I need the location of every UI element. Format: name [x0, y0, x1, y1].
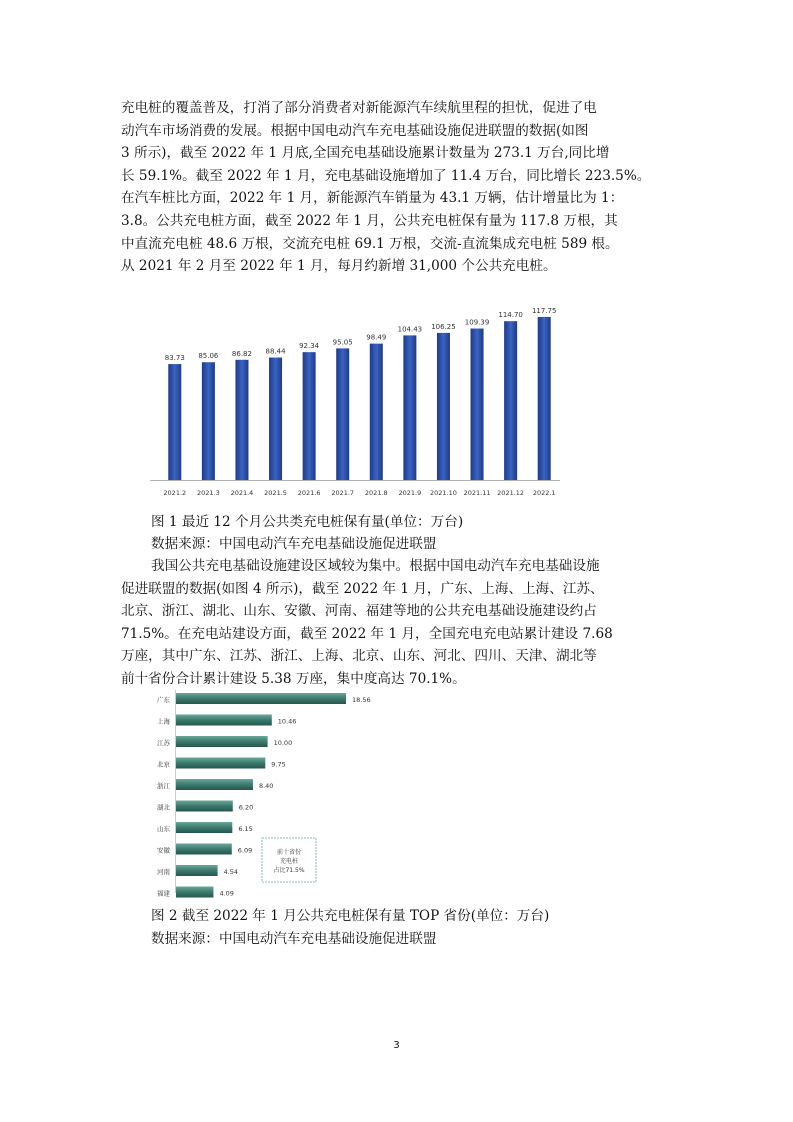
data-label: 92.34 — [299, 342, 320, 351]
figure-2-source: 数据来源：中国电动汽车充电基础设施促进联盟 — [151, 931, 437, 947]
text-line: 长 59.1%。截至 2022 年 1 月，充电基础设施增加了 11.4 万台，同比增长 223.5%。 — [121, 167, 651, 184]
text-line: 从 2021 年 2 月至 2022 年 1 月，每月约新增 31,000 个公共充电桩。 — [121, 258, 557, 275]
data-label: 88.44 — [265, 347, 286, 356]
figure-2-caption: 图 2 截至 2022 年 1 月公共充电桩保有量 TOP 省份(单位：万台) — [151, 908, 550, 924]
bar — [471, 329, 484, 480]
data-label: 6.15 — [238, 825, 253, 833]
tick-label: 2021.7 — [331, 489, 355, 497]
tick-label: 2021.4 — [230, 489, 254, 497]
data-label: 95.05 — [332, 338, 353, 347]
bar — [437, 333, 450, 480]
bar — [504, 321, 517, 480]
bar — [403, 335, 416, 480]
data-label: 4.09 — [219, 889, 234, 898]
tick-label: 2021.12 — [497, 489, 525, 497]
text-line: 动汽车市场消费的发展。根据中国电动汽车充电基础设施促进联盟的数据(如图 — [121, 122, 589, 139]
paragraph-2 — [121, 555, 681, 691]
tick-label: 2021.2 — [163, 489, 187, 497]
bar — [176, 715, 272, 726]
data-label: 106.25 — [431, 322, 456, 331]
note-line: 占比71.5% — [273, 867, 305, 874]
bar — [176, 822, 232, 833]
text-line: 71.5%。在充电站建设方面，截至 2022 年 1 月，全国充电充电站累计建设 7.68 — [121, 625, 613, 642]
bar — [176, 801, 233, 812]
paragraph-1 — [121, 97, 681, 278]
bar — [176, 779, 253, 790]
data-label: 114.70 — [498, 311, 523, 320]
text-line: 我国公共充电基础设施建设区域较为集中。根据中国电动汽车充电基础设施 — [151, 558, 600, 574]
data-label: 10.00 — [273, 739, 293, 747]
data-label: 104.43 — [397, 325, 423, 334]
tick-label: 上海 — [157, 717, 170, 726]
bar — [176, 693, 346, 704]
note-line: 充电桩 — [279, 858, 299, 865]
bar — [269, 358, 282, 480]
tick-label: 2021.10 — [430, 489, 457, 497]
bar — [176, 758, 265, 769]
text-line: 充电桩的覆盖普及，打消了部分消费者对新能源汽车续航里程的担忧，促进了电 — [121, 100, 597, 116]
tick-label: 2021.11 — [463, 489, 491, 497]
tick-label: 北京 — [157, 760, 170, 769]
tick-label: 2021.6 — [297, 489, 321, 497]
data-label: 9.75 — [271, 760, 286, 769]
bar — [370, 344, 383, 480]
data-label: 8.40 — [258, 782, 274, 790]
tick-label: 河南 — [157, 868, 170, 876]
tick-label: 山东 — [157, 825, 170, 833]
text-line: 在汽车桩比方面，2022 年 1 月，新能源汽车销量为 43.1 万辆，估计增量比为 1： — [121, 190, 624, 207]
text-line: 中直流充电桩 48.6 万根，交流充电桩 69.1 万根，交流-直流集成充电桩 589 根。 — [121, 235, 619, 252]
chart-public-chargers-monthly — [150, 290, 600, 505]
tick-label: 2021.9 — [398, 489, 422, 497]
chart-note-box — [262, 838, 316, 882]
bar — [235, 360, 248, 480]
text-line: 前十省份合计累计建设 5.38 万座，集中度高达 70.1%。 — [121, 670, 466, 687]
bar — [538, 317, 551, 480]
tick-label: 福建 — [157, 889, 170, 898]
bar — [176, 736, 268, 747]
data-label: 10.46 — [277, 717, 297, 726]
note-line: 前十省份 — [276, 849, 302, 856]
bar — [303, 352, 316, 480]
data-label: 98.49 — [366, 333, 387, 342]
page-number: 3 — [393, 1040, 400, 1051]
data-label: 18.56 — [352, 696, 371, 704]
bar — [202, 362, 215, 480]
data-label: 109.39 — [464, 318, 490, 327]
tick-label: 2021.3 — [197, 489, 220, 497]
figure-1-caption: 图 1 最近 12 个月公共类充电桩保有量(单位：万台) — [151, 514, 464, 530]
tick-label: 浙江 — [157, 782, 170, 790]
data-label: 6.20 — [238, 803, 254, 812]
figure-1-source: 数据来源：中国电动汽车充电基础设施促进联盟 — [151, 536, 437, 552]
bar — [168, 364, 181, 480]
tick-label: 2022.1 — [532, 489, 556, 497]
tick-label: 广东 — [157, 696, 170, 704]
tick-label: 江苏 — [157, 739, 170, 747]
text-line: 北京、浙江、湖北、山东、安徽、河南、福建等地的公共充电基础设施建设约占 — [121, 603, 597, 620]
data-label: 4.54 — [223, 868, 239, 876]
tick-label: 2021.5 — [264, 489, 287, 497]
tick-label: 2021.8 — [364, 489, 388, 497]
data-label: 86.82 — [231, 349, 252, 358]
bar — [176, 887, 213, 898]
text-line: 万座，其中广东、江苏、浙江、上海、北京、山东、河北、四川、天津、湖北等 — [121, 648, 597, 665]
data-label: 85.06 — [198, 352, 219, 361]
bar — [336, 348, 349, 480]
tick-label: 安徽 — [157, 846, 170, 855]
data-label: 6.09 — [237, 846, 253, 855]
text-line: 3 所示)，截至 2022 年 1 月底,全国充电基础设施累计数量为 273.1 万台,同比增 — [121, 145, 610, 162]
data-label: 83.73 — [164, 354, 185, 363]
chart-province-chargers — [140, 688, 390, 898]
data-label: 117.75 — [531, 306, 557, 315]
bar — [176, 844, 232, 855]
text-line: 3.8。公共充电桩方面，截至 2022 年 1 月，公共充电桩保有量为 117.8 万根，其 — [121, 212, 618, 229]
tick-label: 湖北 — [157, 803, 170, 812]
bar — [176, 865, 218, 876]
text-line: 促进联盟的数据(如图 4 所示)，截至 2022 年 1 月，广东、上海、上海、江苏、 — [121, 580, 604, 597]
